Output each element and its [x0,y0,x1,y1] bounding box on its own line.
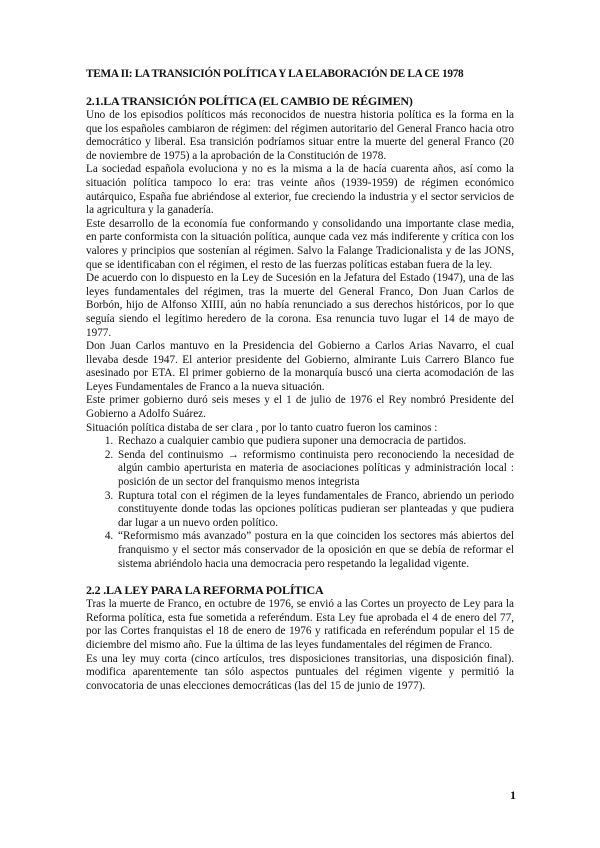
paragraph: Situación política distaba de ser clara , por lo tanto cuatro fueron los caminos : [86,421,438,434]
paragraph: Don Juan Carlos mantuvo en la Presidencia del Gobierno a Carlos Arias Navarro, el cual llevaba desde 1947. El anterior presidente del Gobierno, almirante Luis Carrero Blanco fue asesinado por ETA. El primer gobierno de la monarquía buscó una cierta acomodación de las Leyes Fundamentales de Franco a la nueva situación. [86,340,514,393]
paragraph: La sociedad española evoluciona y no es la misma a la de hacía cuarenta años, así como la situación política tampoco lo era: tras veinte años (1939-1959) de régimen económico autárquico, España fue abriéndose al exterior, fue creciendo la industria y el sector servicios de la agricultura y la ganadería. [86,163,514,217]
paragraph: Este desarrollo de la economía fue conformando y consolidando una importante clase media, en parte conformista con la situación política, aunque cada vez más indiferente y crítica con los valores y principios que sostenían al régimen. Salvo la Falange Tradicionalista y de las JONS, que se identificaban con el régimen, el resto de las fuerzas políticas estaban fuera de la ley. [86,217,514,271]
paragraph: De acuerdo con lo dispuesto en la Ley de Sucesión en la Jefatura del Estado (1947), una de las leyes fundamentales del régimen, tras la muerte del General Franco, Don Juan Carlos de Borbón, hijo de Alfonso XIIII, aún no había renunciado a sus derechos históricos, por lo que seguía siendo el legítimo heredero de la corona. Esa renuncia tuvo lugar el 14 de mayo de 1977. [86,272,514,339]
political-paths-list [86,435,514,571]
list-item: 1. Rechazo a cualquier cambio que pudiera suponer una democracia de partidos. [116,435,514,449]
section-1-heading: 2.1.LA TRANSICIÓN POLÍTICA (EL CAMBIO DE RÉGIMEN) [86,94,413,108]
document-body [86,68,514,693]
paragraph: Tras la muerte de Franco, en octubre de 1976, se envió a las Cortes un proyecto de Ley para la Reforma política, esta fue sometida a referéndum. Esta Ley fue aprobada el 4 de enero del 77, por las Cortes franquistas el 18 de enero de 1976 y ratificada en referéndum popular el 15 de diciembre del mismo año. Fue la última de las leyes fundamentales del régimen de Franco. [86,598,514,651]
paragraph: Este primer gobierno duró seis meses y el 1 de julio de 1976 el Rey nombró Presidente del Gobierno a Adolfo Suárez. [86,394,514,421]
list-item: 3. Ruptura total con el régimen de la leyes fundamentales de Franco, abriendo un periodo constituyente donde todas las opciones políticas pudieran ser planteadas y que pudiera dar lugar a un nuevo orden político. [116,490,514,531]
list-item: 4. “Reformismo más avanzado” postura en la que coinciden los sectores más abiertos del franquismo y el sector más conservador de la oposición en que se debía de reformar el sistema abriéndolo hacia una democracia pero respetando la legalidad vigente. [116,530,514,571]
document-title: TEMA II: LA TRANSICIÓN POLÍTICA Y LA ELABORACIÓN DE LA CE 1978 [86,68,464,80]
paragraph: Uno de los episodios políticos más reconocidos de nuestra historia política es la forma en la que los españoles cambiaron de régimen: del régimen autoritario del General Franco hacia otro democrático y liberal. Esa transición podríamos situar entre la muerte del general Franco (20 de noviembre de 1975) a la aprobación de la Constitución de 1978. [86,109,514,162]
page-number: 1 [510,788,516,802]
section-2-heading: 2.2 .LA LEY PARA LA REFORMA POLÍTICA [86,583,324,598]
paragraph: Es una ley muy corta (cinco artículos, tres disposiciones transitorias, una disposición final). modifica aparentemente tan sólo aspectos puntuales del régimen vigente y permitió la convocatoria de unas elecciones democráticas (las del 15 de junio de 1977). [86,652,514,692]
list-item: 2. Senda del continuismo → reformismo continuista pero reconociendo la necesidad de algún cambio aperturista en materia de asociaciones políticas y administración local : posición de un sector del franquismo menos integrista [116,449,514,490]
